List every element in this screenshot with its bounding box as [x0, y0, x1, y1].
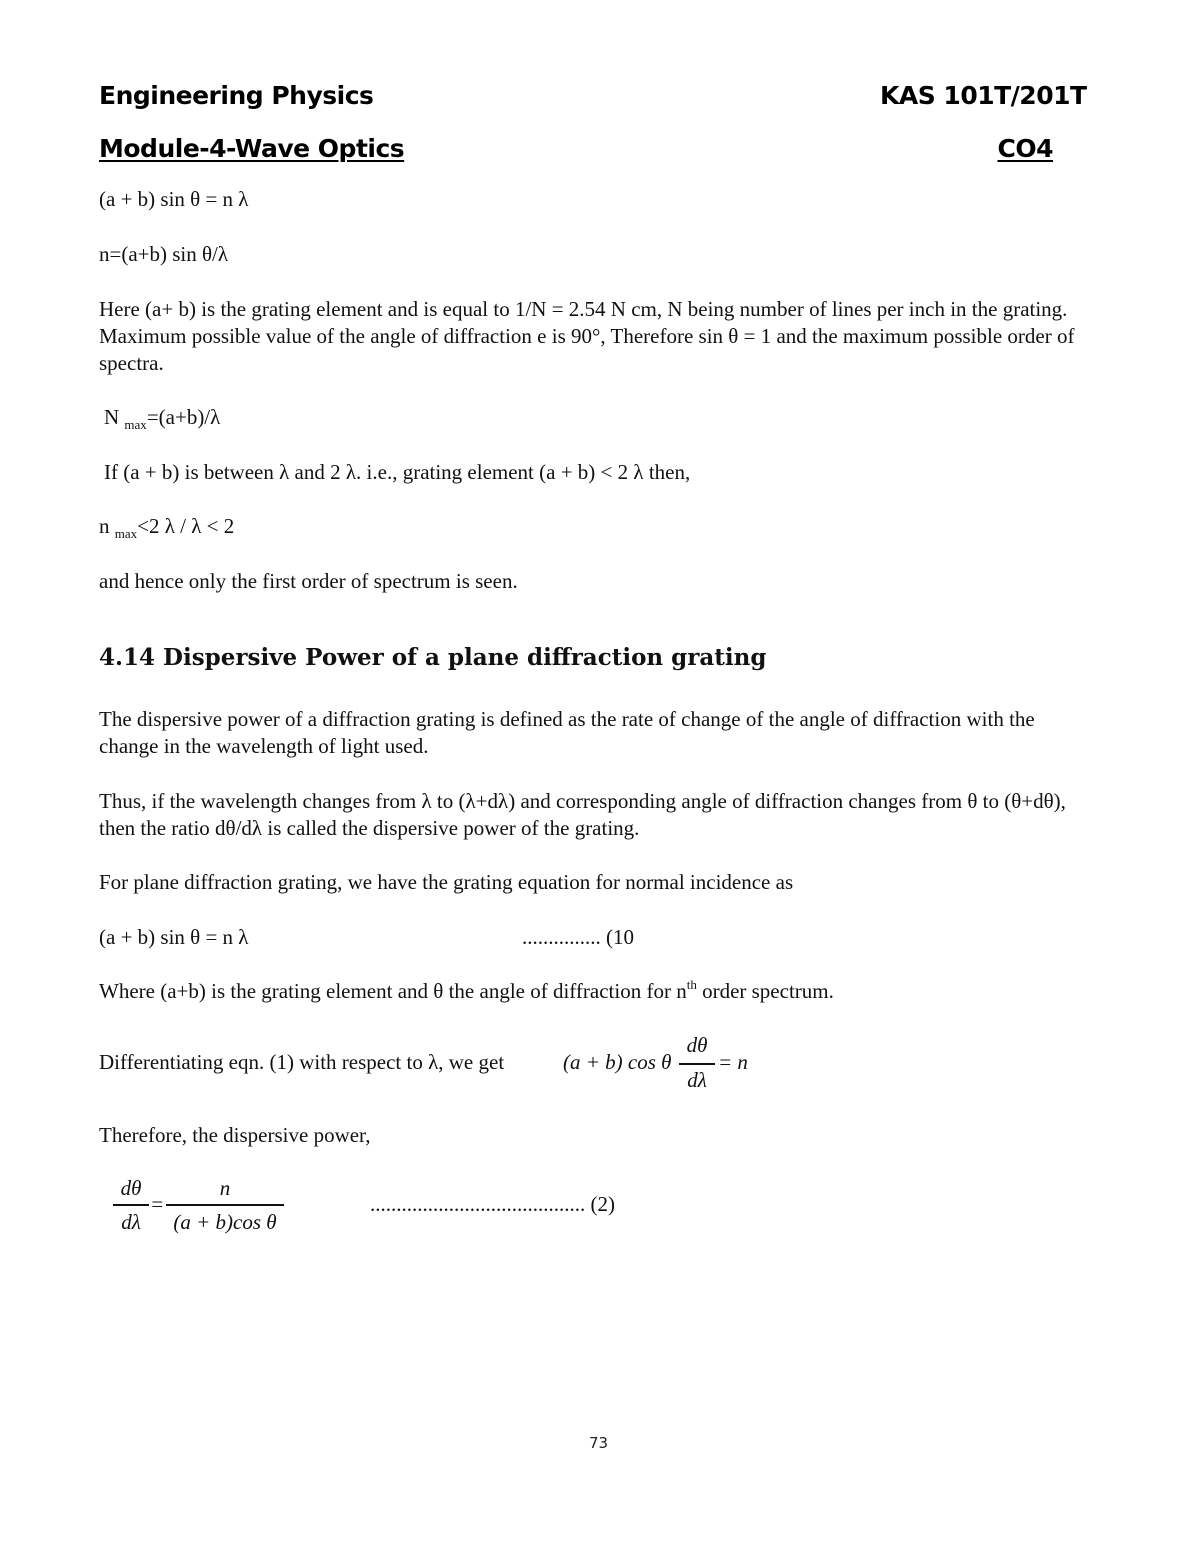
- grating-condition-line: If (a + b) is between λ and 2 λ. i.e., grating element (a + b) < 2 λ then,: [104, 460, 691, 484]
- course-outcome: CO4: [997, 134, 1053, 163]
- disp-denominator-left: dλ: [121, 1210, 141, 1234]
- grating-equation: (a + b) sin θ = n λ: [99, 187, 249, 211]
- disp-fraction-bar-right: [166, 1204, 284, 1206]
- module-title: Module-4-Wave Optics: [99, 134, 405, 163]
- course-title: Engineering Physics: [99, 81, 374, 110]
- definition-paragraph: The dispersive power of a diffraction grating is defined as the rate of change of the angle of diffraction with the change in the wavelength of light used.: [99, 707, 1035, 758]
- thus-paragraph: Thus, if the wavelength changes from λ to (λ+dλ) and corresponding angle of diffraction changes from θ to (θ+dθ), then the ratio dθ/dλ is called the dispersive power of the grating.: [99, 789, 1066, 840]
- disp-fraction-bar-left: [113, 1204, 149, 1206]
- disp-numerator-right: n: [219, 1176, 231, 1200]
- section-heading: 4.14 Dispersive Power of a plane diffraction grating: [99, 644, 767, 671]
- module-header: [99, 134, 1053, 163]
- equation-label-2: ......................................... (2): [370, 1192, 615, 1216]
- diff-eq-numerator: dθ: [686, 1033, 708, 1057]
- equation-label-10: ............... (10: [522, 925, 634, 949]
- order-equation: n=(a+b) sin θ/λ: [99, 242, 229, 266]
- course-code: KAS 101T/201T: [880, 81, 1087, 110]
- diff-eq-left: (a + b) cos θ: [563, 1050, 672, 1074]
- differentiating-text: Differentiating eqn. (1) with respect to λ, we get: [99, 1050, 505, 1074]
- where-line: Where (a+b) is the grating element and θ the angle of diffraction for $n^{th}$ order spectrum.: [99, 977, 834, 1003]
- grating-element-paragraph: Here (a+ b) is the grating element and is equal to 1/N = 2.54 N cm, N being number of lines per inch in the grating. Maximum possible value of the angle of diffraction e is 90°, Therefore sin θ = 1 and the maximum possible order of spectra.: [99, 297, 1075, 375]
- normal-incidence-line: For plane diffraction grating, we have the grating equation for normal incidence as: [99, 870, 794, 894]
- disp-denominator-right: (a + b)cos θ: [173, 1210, 277, 1234]
- disp-equals: =: [150, 1192, 165, 1216]
- diff-eq-denominator: dλ: [687, 1068, 707, 1092]
- page-number: 73: [589, 1434, 609, 1452]
- diff-eq-fraction-bar: [679, 1063, 715, 1065]
- nmax-inequality: n $_{max}$<2 λ / λ < 2: [99, 514, 235, 541]
- first-order-line: and hence only the first order of spectrum is seen.: [99, 569, 518, 593]
- diff-eq-right: = n: [718, 1050, 748, 1074]
- nmax-equation: N $_{max}$=(a+b)/λ: [104, 405, 221, 432]
- therefore-line: Therefore, the dispersive power,: [99, 1123, 371, 1147]
- disp-numerator-left: dθ: [120, 1176, 142, 1200]
- grating-equation-10: (a + b) sin θ = n λ: [99, 925, 249, 949]
